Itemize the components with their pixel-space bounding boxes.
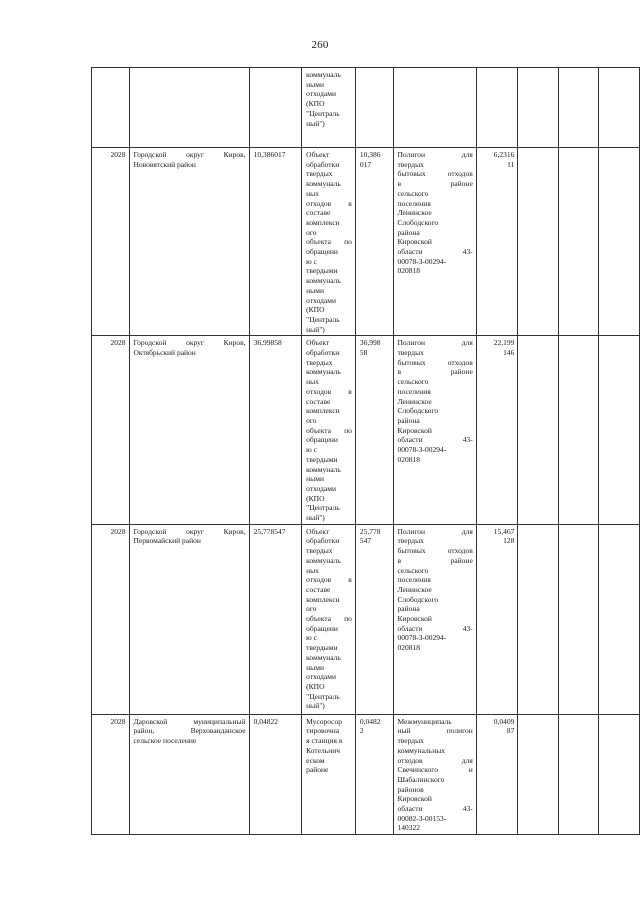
object-line: ный") (306, 701, 325, 711)
word: отходов (306, 198, 332, 208)
word: 43- (462, 247, 473, 257)
extra-cell (518, 68, 559, 148)
destination-line (398, 624, 473, 634)
object-line: ого (306, 604, 317, 614)
destination-line (398, 150, 473, 160)
destination-line: 00078-З-00294- (397, 633, 447, 643)
word: бытовых (397, 357, 426, 367)
mass-from-cell: 25,778547 (249, 524, 302, 714)
destination-line: сельского (397, 188, 429, 198)
word: области (397, 247, 423, 257)
object-line (306, 426, 352, 436)
extra-cell (559, 148, 599, 336)
word: отходов (306, 575, 332, 585)
object-line: коммуналь (306, 652, 341, 662)
territory-line: Нововятский район (133, 159, 196, 169)
object-line (306, 387, 352, 397)
object-cell (302, 148, 356, 336)
word: по (344, 237, 352, 247)
destination-line (398, 338, 473, 348)
destination-line (398, 169, 473, 179)
year-cell: 2028 (92, 714, 130, 834)
year-cell (92, 68, 130, 148)
mass-to-line: 0,0482 (359, 716, 381, 726)
destination-line (398, 367, 473, 377)
destination-cell (393, 714, 476, 834)
mass-out-cell (476, 68, 518, 148)
word: Полигон (397, 338, 425, 348)
mass-to-line: 2 (359, 726, 364, 736)
destination-line (398, 527, 473, 537)
word: Полигон (397, 526, 425, 536)
destination-line: Кировской (397, 237, 432, 247)
destination-line: Слободского (397, 217, 439, 227)
object-line: отходами (306, 483, 336, 493)
object-line: комплексн (306, 594, 340, 604)
mass-to-line: 547 (359, 536, 372, 546)
destination-line: коммунальных (397, 745, 446, 755)
mass-from-cell: 10,386017 (249, 148, 302, 336)
destination-line: 140322 (397, 823, 421, 833)
word: отходов (447, 546, 473, 556)
destination-line: твердых (397, 159, 424, 169)
territory-line (134, 527, 246, 537)
object-line: ю с (306, 256, 317, 266)
object-line: "Централь (306, 503, 340, 513)
object-cell (302, 714, 356, 834)
extra-cell (599, 148, 640, 336)
object-line: еском (306, 755, 325, 765)
table-row (92, 524, 640, 714)
territory-cell (129, 68, 249, 148)
mass-out-cell (476, 714, 518, 834)
word: 43- (462, 435, 473, 445)
destination-line: Шабалинского (397, 774, 445, 784)
word: объекта (306, 425, 331, 435)
word: районе (450, 555, 473, 565)
word: в (348, 575, 352, 585)
table-row (92, 148, 640, 336)
destination-line: поселения (397, 198, 431, 208)
word: муниципальный (193, 716, 246, 726)
object-line: ю с (306, 445, 317, 455)
word: полигон (446, 726, 473, 736)
mass-out-line: 11 (507, 159, 515, 169)
territory-line (134, 726, 246, 736)
object-line: ными (306, 79, 324, 89)
extra-cell (559, 336, 599, 524)
destination-line (398, 435, 473, 445)
object-line: ными (306, 474, 324, 484)
object-line: ными (306, 285, 324, 295)
word: бытовых (397, 546, 426, 556)
object-line (306, 575, 352, 585)
destination-line: Межмуниципаль (397, 716, 452, 726)
word: области (397, 435, 423, 445)
mass-out-line: 15,467 (493, 526, 515, 536)
waste-flow-table (91, 67, 640, 835)
object-line: твердых (306, 546, 333, 556)
object-line: отходами (306, 295, 336, 305)
destination-line (398, 756, 473, 766)
object-line: твердыми (306, 454, 338, 464)
destination-cell (393, 148, 476, 336)
word: в (397, 555, 402, 565)
table-row (92, 714, 640, 834)
word: в (348, 386, 352, 396)
destination-line: Ленинское (397, 584, 432, 594)
object-line: ю с (306, 633, 317, 643)
object-line: Объект (306, 150, 330, 159)
territory-line (134, 338, 246, 348)
object-line: обращени (306, 623, 338, 633)
object-line: отходами (306, 672, 336, 682)
word: области (397, 623, 423, 633)
object-line: Объект (306, 338, 330, 348)
mass-to-cell (355, 148, 393, 336)
extra-cell (599, 524, 640, 714)
object-cell (302, 68, 356, 148)
territory-line (134, 717, 246, 727)
word: Киров, (223, 150, 246, 159)
extra-cell (559, 524, 599, 714)
object-line: "Централь (306, 314, 340, 324)
object-line: отходами (306, 89, 336, 99)
object-line: (КПО (306, 493, 325, 503)
territory-cell (129, 524, 249, 714)
object-line: ных (306, 377, 319, 387)
mass-to-cell (355, 68, 393, 148)
year-cell: 2028 (92, 336, 130, 524)
destination-cell (393, 68, 476, 148)
destination-line: твердых (397, 536, 424, 546)
mass-out-cell (476, 148, 518, 336)
territory-cell (129, 336, 249, 524)
territory-line: Октябрьский район (133, 348, 196, 358)
object-line: коммуналь (306, 555, 341, 565)
object-line: (КПО (306, 305, 325, 315)
mass-out-line: 6,2316 (493, 150, 515, 159)
word: области (397, 804, 423, 814)
word: Верхованданское (190, 726, 246, 736)
word: ный (397, 726, 411, 736)
object-line: обработки (306, 159, 340, 169)
object-line: я станция в (306, 736, 343, 746)
object-line: Котельнич (306, 745, 341, 755)
object-line: ный") (306, 324, 325, 334)
extra-cell (518, 524, 559, 714)
object-line: твердыми (306, 643, 338, 653)
object-line: комплексн (306, 406, 340, 416)
destination-cell (393, 336, 476, 524)
word: округ (186, 338, 204, 348)
destination-line: 020818 (397, 643, 421, 653)
word: и (468, 765, 473, 775)
mass-to-cell (355, 336, 393, 524)
extra-cell (559, 68, 599, 148)
mass-from-cell: 36,99858 (249, 336, 302, 524)
word: районе (450, 179, 473, 189)
object-line: Мусоросор (306, 716, 342, 726)
destination-line (398, 179, 473, 189)
territory-line (134, 150, 246, 160)
word: Даровской (133, 716, 168, 726)
destination-line: Слободского (397, 594, 439, 604)
word: 43- (462, 623, 473, 633)
word: по (344, 425, 352, 435)
territory-cell (129, 714, 249, 834)
object-line: коммуналь (306, 367, 341, 377)
destination-cell (393, 524, 476, 714)
object-line: твердыми (306, 266, 338, 276)
mass-to-line: 25,778 (359, 526, 381, 536)
word: объекта (306, 614, 331, 624)
table-row (92, 336, 640, 524)
word: округ (186, 526, 204, 536)
extra-cell (559, 714, 599, 834)
territory-line: сельское поселение (133, 736, 197, 746)
mass-out-cell (476, 336, 518, 524)
object-cell (302, 336, 356, 524)
object-line: обращени (306, 247, 338, 257)
mass-to-line: 58 (359, 348, 368, 358)
word: для (461, 150, 473, 159)
object-line: ный") (306, 118, 325, 128)
destination-line: Ленинское (397, 208, 432, 218)
object-line: обращени (306, 435, 338, 445)
mass-to-line: 017 (359, 159, 372, 169)
object-line: (КПО (306, 99, 325, 109)
object-line: тировочна (306, 726, 340, 736)
destination-line: твердых (397, 736, 424, 746)
word: для (461, 338, 473, 348)
destination-line: Ленинское (397, 396, 432, 406)
mass-to-line: 36,998 (359, 338, 381, 348)
destination-line (398, 556, 473, 566)
object-line: ный") (306, 513, 325, 523)
word: для (461, 526, 473, 536)
mass-to-cell (355, 714, 393, 834)
object-line: (КПО (306, 681, 325, 691)
destination-line (398, 546, 473, 556)
object-line: коммуналь (306, 464, 341, 474)
word: бытовых (397, 169, 426, 179)
mass-to-line: 10,386 (359, 150, 381, 159)
word: по (344, 614, 352, 624)
territory-line: Первомайский район (133, 536, 201, 546)
word: объекта (306, 237, 331, 247)
object-line: составе (306, 208, 331, 218)
word: для (461, 755, 473, 765)
word: отходов (447, 357, 473, 367)
destination-line: поселения (397, 575, 431, 585)
destination-line: Кировской (397, 614, 432, 624)
destination-line: районов (397, 784, 424, 794)
extra-cell (518, 336, 559, 524)
word: Городской (133, 150, 167, 159)
mass-out-line: 146 (503, 348, 515, 358)
object-line (306, 199, 352, 209)
object-line (306, 614, 352, 624)
destination-line (398, 765, 473, 775)
destination-line (398, 247, 473, 257)
extra-cell (599, 714, 640, 834)
object-line: "Централь (306, 691, 340, 701)
mass-out-line: 22,199 (493, 338, 515, 348)
destination-line: 020818 (397, 266, 421, 276)
destination-line: 00078-З-00294- (397, 256, 447, 266)
destination-line: сельского (397, 377, 429, 387)
object-line: коммуналь (306, 179, 341, 189)
destination-line: 00082-З-00153- (397, 813, 447, 823)
word: Киров, (223, 338, 246, 348)
mass-from-cell (249, 68, 302, 148)
mass-out-line: 0,0409 (493, 716, 515, 726)
word: в (348, 198, 352, 208)
year-cell: 2028 (92, 148, 130, 336)
destination-line (398, 358, 473, 368)
word: отходов (306, 386, 332, 396)
object-line: коммуналь (306, 70, 341, 79)
table-row (92, 68, 640, 148)
destination-line: 00078-З-00294- (397, 445, 447, 455)
page-number: 260 (311, 39, 329, 51)
destination-line (398, 726, 473, 736)
word: округ (186, 150, 204, 159)
word: 43- (462, 804, 473, 814)
object-line: районе (306, 765, 329, 775)
mass-to-cell (355, 524, 393, 714)
mass-out-cell (476, 524, 518, 714)
object-line: ными (306, 662, 324, 672)
object-line (306, 237, 352, 247)
destination-line: района (397, 415, 420, 425)
destination-line: Кировской (397, 794, 432, 804)
object-line: комплексн (306, 217, 340, 227)
word: Киров, (223, 526, 246, 536)
word: район, (133, 726, 155, 736)
territory-cell (129, 148, 249, 336)
object-line: коммуналь (306, 276, 341, 286)
extra-cell (518, 714, 559, 834)
object-line: составе (306, 584, 331, 594)
object-line: ого (306, 415, 317, 425)
object-line: "Централь (306, 108, 340, 118)
object-line: обработки (306, 348, 340, 358)
word: районе (450, 367, 473, 377)
destination-line: Кировской (397, 425, 432, 435)
extra-cell (599, 336, 640, 524)
object-line: ого (306, 227, 317, 237)
mass-out-line: 128 (503, 536, 515, 546)
object-line: обработки (306, 536, 340, 546)
destination-line: твердых (397, 348, 424, 358)
word: отходов (447, 169, 473, 179)
object-line: твердых (306, 357, 333, 367)
word: в (397, 367, 402, 377)
word: отходов (397, 755, 423, 765)
word: Городской (133, 526, 167, 536)
object-line: твердых (306, 169, 333, 179)
object-cell (302, 524, 356, 714)
destination-line: сельского (397, 565, 429, 575)
destination-line (398, 804, 473, 814)
object-line: ных (306, 188, 319, 198)
word: в (397, 179, 402, 189)
destination-line: поселения (397, 386, 431, 396)
extra-cell (518, 148, 559, 336)
destination-line: района (397, 227, 420, 237)
mass-from-cell: 0,04822 (249, 714, 302, 834)
extra-cell (599, 68, 640, 148)
mass-out-line: 87 (506, 726, 515, 736)
object-line: Объект (306, 526, 330, 536)
object-line: ных (306, 565, 319, 575)
destination-line: района (397, 604, 420, 614)
word: Городской (133, 338, 167, 348)
destination-line: 020818 (397, 454, 421, 464)
object-line: составе (306, 396, 331, 406)
year-cell: 2028 (92, 524, 130, 714)
word: Полигон (397, 150, 425, 159)
destination-line: Слободского (397, 406, 439, 416)
word: Свечинского (397, 765, 438, 775)
